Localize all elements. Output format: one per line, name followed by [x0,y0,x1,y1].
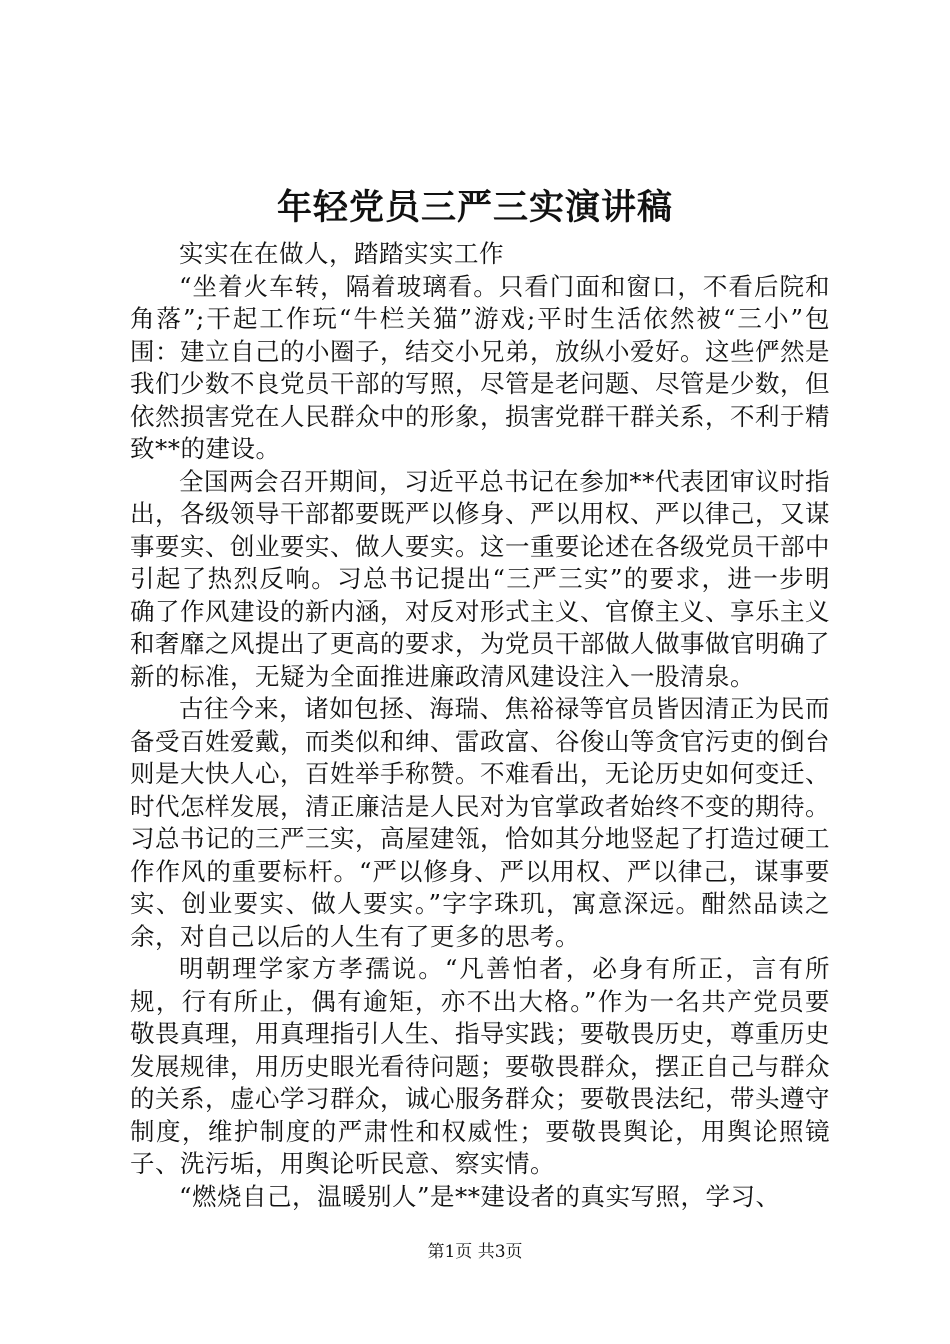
paragraph: “燃烧自己，温暖别人”是**建设者的真实写照，学习、 [179,1181,781,1211]
page-footer: 第1页 共3页 [427,1242,523,1262]
document-title: 年轻党员三严三实演讲稿 [276,187,673,228]
document-body [130,238,830,1213]
paragraph: 古往今来，诸如包拯、海瑞、焦裕禄等官员皆因清正为民而备受百姓爱戴，而类似和绅、雷政富、谷俊山等贪官污吏的倒台则是大快人心，百姓举手称赞。不难看出，无论历史如何变迁、时代怎样发展，清正廉洁是人民对为官掌政者始终不变的期待。习总书记的三严三实，高屋建瓴，恰如其分地竖起了打造过硬工作作风的重要标杆。“严以修身、严以用权、严以律己，谋事要实、创业要实、做人要实。”字字珠玑，寓意深远。酣然品读之余，对自己以后的人生有了更多的思考。 [130,694,830,951]
paragraph: “坐着火车转，隔着玻璃看。只看门面和窗口，不看后院和角落”;干起工作玩“牛栏关猫”游戏;平时生活依然被“三小”包围：建立自己的小圈子，结交小兄弟，放纵小爱好。这些俨然是我们少数不良党员干部的写照，尽管是老问题、尽管是少数，但依然损害党在人民群众中的形象，损害党群干群关系，不利于精致**的建设。 [130,271,830,463]
paragraph: 明朝理学家方孝孺说。“凡善怕者，必身有所正，言有所规，行有所止，偶有逾矩，亦不出大格。”作为一名共产党员要敬畏真理，用真理指引人生、指导实践；要敬畏历史，尊重历史发展规律，用历史眼光看待问题；要敬畏群众，摆正自己与群众的关系，虚心学习群众，诚心服务群众；要敬畏法纪，带头遵守制度，维护制度的严肃性和权威性；要敬畏舆论，用舆论照镜子、洗污垢，用舆论听民意、察实情。 [130,954,830,1178]
paragraph: 全国两会召开期间，习近平总书记在参加**代表团审议时指出，各级领导干部都要既严以修身、严以用权、严以律己，又谋事要实、创业要实、做人要实。这一重要论述在各级党员干部中引起了热烈反响。习总书记提出“三严三实”的要求，进一步明确了作风建设的新内涵，对反对形式主义、官僚主义、享乐主义和奢靡之风提出了更高的要求，为党员干部做人做事做官明确了新的标准，无疑为全面推进廉政清风建设注入一股清泉。 [130,466,830,691]
paragraph-subtitle: 实实在在做人，踏踏实实工作 [179,239,504,268]
